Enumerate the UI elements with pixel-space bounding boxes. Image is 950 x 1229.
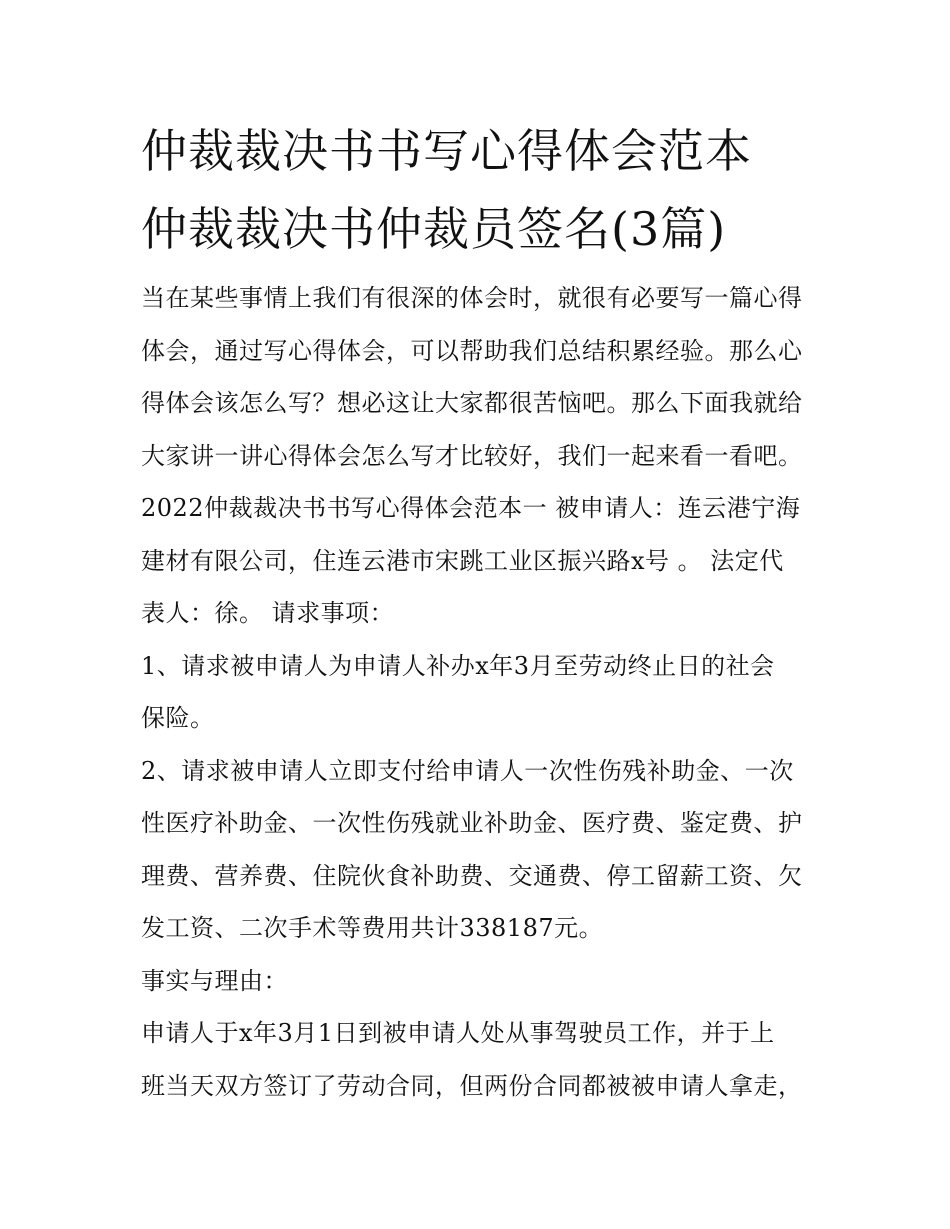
body-line: 发工资、二次手术等费用共计338187元。: [141, 914, 604, 942]
body-line: 当在某些事情上我们有很深的体会时，就很有必要写一篇心得: [141, 284, 803, 312]
body-line: 2、请求被申请人立即支付给申请人一次性伤残补助金、一次: [141, 756, 794, 785]
body-line: 大家讲一讲心得体会怎么写才比较好，我们一起来看一看吧。: [141, 441, 803, 470]
body-line: 性医疗补助金、一次性伤残就业补助金、医疗费、鉴定费、护: [141, 809, 803, 837]
document-title: [141, 112, 841, 268]
body-line: 体会，通过写心得体会，可以帮助我们总结积累经验。那么心: [141, 336, 803, 365]
body-line: 理费、营养费、住院伙食补助费、交通费、停工留薪工资、欠: [141, 861, 803, 890]
body-line: 申请人于x年3月1日到被申请人处从事驾驶员工作，并于上: [141, 1019, 775, 1047]
body-line: 事实与理由：: [141, 966, 288, 995]
title-line: 仲裁裁决书仲裁员签名(3篇): [141, 202, 727, 256]
body-line: 保险。: [141, 704, 215, 732]
body-line: 2022仲裁裁决书书写心得体会范本一 被申请人：连云港宁海: [141, 494, 801, 522]
title-line: 仲裁裁决书书写心得体会范本: [141, 124, 752, 178]
body-line: 班当天双方签订了劳动合同，但两份合同都被被申请人拿走，: [141, 1071, 803, 1100]
document-body: [141, 272, 821, 1112]
body-line: 建材有限公司，住连云港市宋跳工业区振兴路x号 。 法定代: [141, 546, 784, 575]
body-line: 1、请求被申请人为申请人补办x年3月至劳动终止日的社会: [141, 651, 775, 680]
body-line: 得体会该怎么写？想必这让大家都很苦恼吧。那么下面我就给: [141, 389, 803, 417]
body-line: 表人：徐。 请求事项：: [141, 599, 395, 627]
